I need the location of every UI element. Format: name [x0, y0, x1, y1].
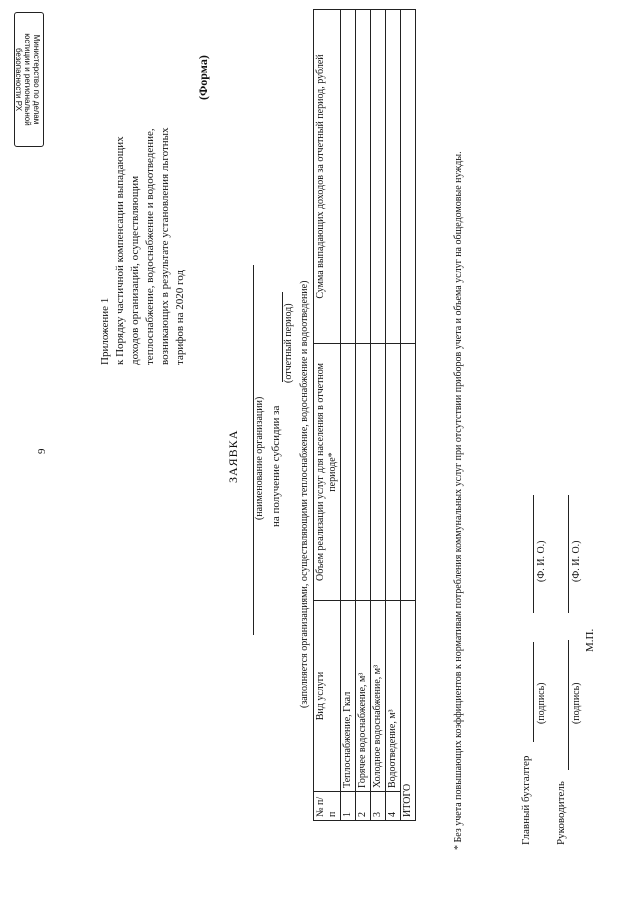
table-cell: 3: [371, 792, 386, 821]
director-signature-line: [568, 640, 569, 770]
table-header-cell: Сумма выпадающих доходов за отчетный период, рублей: [314, 10, 341, 344]
chief-accountant-name-line: [533, 495, 534, 613]
table-header-cell: № п/п: [314, 792, 341, 821]
table-cell: [386, 10, 401, 344]
stamp-line-3: безопасности РХ: [14, 47, 23, 112]
table-cell: Водоотведение, м³: [386, 601, 401, 792]
director-label: Руководитель: [555, 781, 567, 845]
fill-note: (заполняется организациями, осуществляющими теплоснабжение, водоснабжение и водоотведение): [299, 280, 310, 708]
chief-accountant-signature-caption: (подпись): [536, 682, 547, 724]
director-signature-caption: (подпись): [571, 682, 582, 724]
table-cell: [401, 10, 416, 344]
table-cell: 2: [356, 792, 371, 821]
table-cell: [386, 344, 401, 601]
table-cell: 1: [341, 792, 356, 821]
chief-accountant-name-caption: (Ф. И. О.): [536, 540, 547, 582]
table-cell: [341, 10, 356, 344]
table-cell: 4: [386, 792, 401, 821]
appendix-line-3: доходов организаций, осуществляющим: [129, 175, 141, 365]
table-header-cell: Объем реализации услуг для населения в отчетном периоде*: [314, 344, 341, 601]
chief-accountant-signature-line: [533, 642, 534, 742]
stamp-line-2: юстиции и региональной: [23, 33, 32, 126]
table-row: [371, 10, 386, 821]
table-header-cell: Вид услуги: [314, 601, 341, 792]
form-label: (Форма): [196, 55, 210, 100]
table-cell: [371, 10, 386, 344]
period-caption: (отчетный период): [283, 303, 294, 383]
data-table: [313, 9, 416, 821]
table-row: [356, 10, 371, 821]
table-cell: Теплоснабжение, Гкал: [341, 601, 356, 792]
footnote: * Без учета повышающих коэффициентов к нормативам потребления коммунальных услуг при отсутствии приборов учета и объема услуг на общедомовые нужды.: [453, 151, 464, 850]
appendix-header: [98, 49, 188, 365]
table-cell: [341, 344, 356, 601]
table-total-label: ИТОГО: [401, 601, 416, 821]
chief-accountant-label: Главный бухгалтер: [520, 755, 532, 845]
seal-label: М.П.: [584, 628, 596, 652]
table-cell: [371, 344, 386, 601]
registration-stamp: [14, 12, 44, 147]
appendix-line-6: тарифов на 2020 год: [174, 269, 186, 365]
director-name-line: [568, 495, 569, 613]
table-cell: [356, 10, 371, 344]
organization-caption: (наименование организации): [254, 396, 265, 520]
document-title: ЗАЯВКА: [226, 429, 240, 483]
appendix-line-4: теплоснабжение, водоснабжение и водоотведение,: [144, 128, 156, 365]
appendix-line-5: возникающих в результате установления льготных: [159, 127, 171, 365]
page-number: 9: [36, 448, 48, 454]
table-row: [386, 10, 401, 821]
table-header-row: [314, 10, 341, 821]
table-total-row: [401, 10, 416, 821]
director-name-caption: (Ф. И. О.): [571, 540, 582, 582]
appendix-line-1: Приложение 1: [99, 297, 111, 365]
table-row: [341, 10, 356, 821]
subsidy-text: на получение субсидии за: [270, 405, 282, 527]
appendix-line-2: к Порядку частичной компенсации выпадающих: [114, 136, 126, 365]
table-cell: Холодное водоснабжение, м³: [371, 601, 386, 792]
table-cell: Горячее водоснабжение, м³: [356, 601, 371, 792]
table-cell: [356, 344, 371, 601]
table-cell: [401, 344, 416, 601]
stamp-line-1: Министерство по делам: [32, 34, 41, 125]
